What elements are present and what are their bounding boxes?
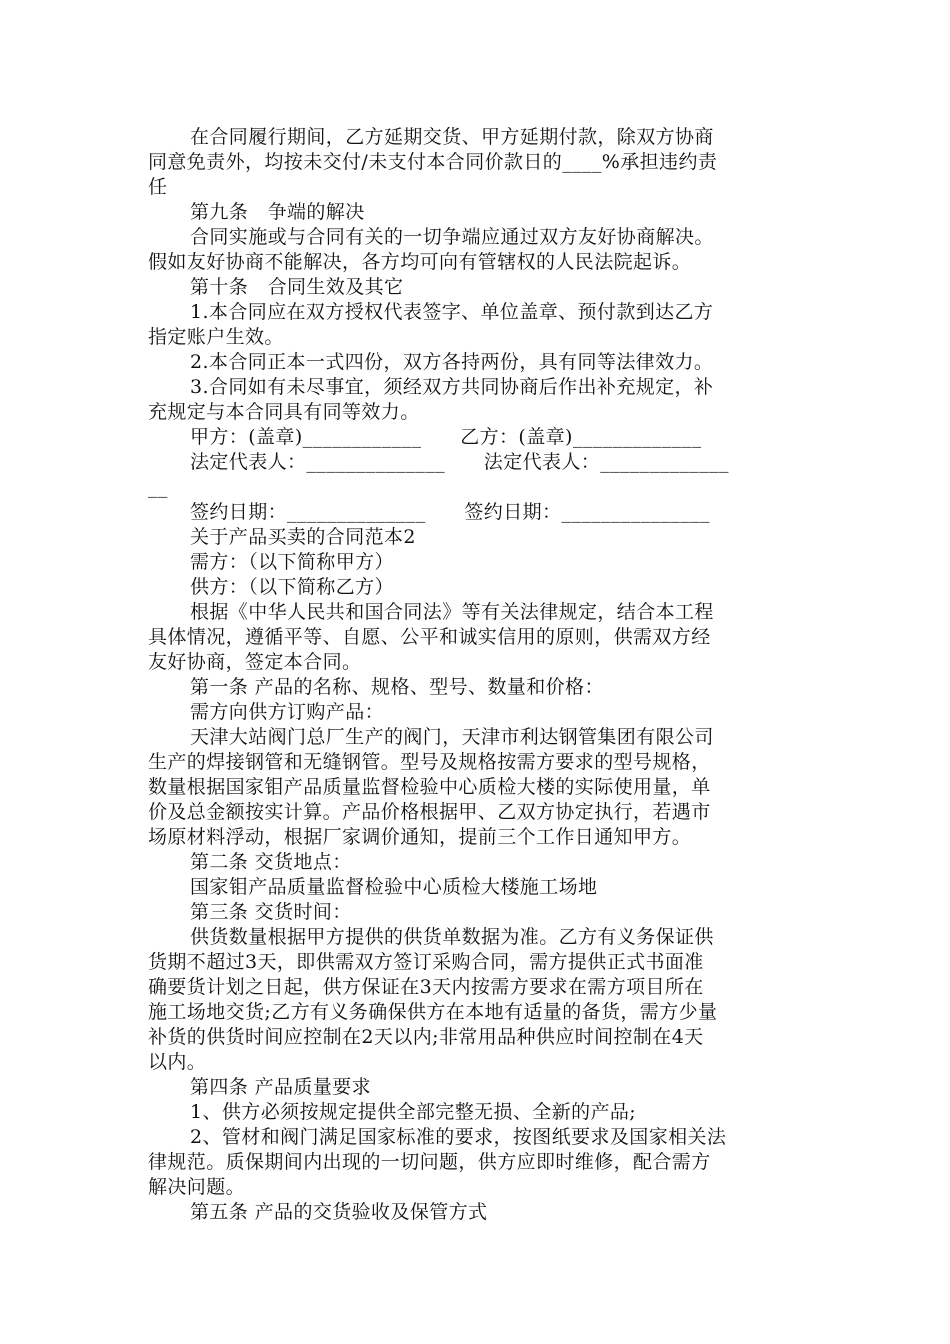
- text-line: 价及总金额按实计算。产品价格根据甲、乙双方协定执行，若遇市: [148, 801, 711, 823]
- section-heading: 关于产品买卖的合同范本2: [190, 526, 416, 548]
- text-line: 供货数量根据甲方提供的供货单数据为准。乙方有义务保证供: [190, 926, 714, 948]
- text-line: 指定账户生效。: [148, 326, 284, 348]
- text-line: 充规定与本合同具有同等效力。: [148, 401, 420, 423]
- section-heading: 第五条 产品的交货验收及保管方式: [190, 1201, 488, 1223]
- text-line: 货期不超过3天，即供需双方签订采购合同，需方提供正式书面准: [148, 951, 704, 973]
- text-line: 1.本合同应在双方授权代表签字、单位盖章、预付款到达乙方: [190, 301, 714, 323]
- signature-line: 法定代表人：______________ 法定代表人：_____________: [190, 451, 729, 473]
- section-heading: 第一条 产品的名称、规格、型号、数量和价格：: [190, 676, 604, 698]
- section-heading: 第三条 交货时间：: [190, 901, 352, 923]
- text-line: 根据《中华人民共和国合同法》等有关法律规定，结合本工程: [190, 601, 714, 623]
- text-line: 合同实施或与合同有关的一切争端应通过双方友好协商解决。: [190, 226, 714, 248]
- text-line: 同意免责外，均按未交付/未支付本合同价款日的____%承担违约责: [148, 151, 718, 173]
- text-line: 供方：（以下简称乙方）: [190, 576, 394, 598]
- text-line: 生产的焊接钢管和无缝钢管。型号及规格按需方要求的型号规格，: [148, 751, 711, 773]
- text-line: 任: [148, 176, 168, 198]
- text-line: 解决问题。: [148, 1176, 246, 1198]
- section-heading: 第九条 争端的解决: [190, 201, 365, 223]
- text-line: 3.合同如有未尽事宜，须经双方共同协商后作出补充规定，补: [190, 376, 714, 398]
- text-line: 天津大站阀门总厂生产的阀门，天津市利达钢管集团有限公司: [190, 726, 714, 748]
- text-line: 律规范。质保期间内出现的一切问题，供方应即时维修，配合需方: [148, 1151, 711, 1173]
- text-line: 假如友好协商不能解决，各方均可向有管辖权的人民法院起诉。: [148, 251, 692, 273]
- text-line: 2.本合同正本一式四份，双方各持两份，具有同等法律效力。: [190, 351, 714, 373]
- text-line: 需方向供方订购产品：: [190, 701, 385, 723]
- signature-line: __: [148, 476, 168, 498]
- section-heading: 第二条 交货地点：: [190, 851, 352, 873]
- text-line: 确要货计划之日起，供方保证在3天内按需方要求在需方项目所在: [148, 976, 704, 998]
- signature-line: 签约日期：______________ 签约日期：_______________: [190, 501, 710, 523]
- text-line: 施工场地交货;乙方有义务确保供方在本地有适量的备货，需方少量: [148, 1001, 718, 1023]
- text-line: 2、管材和阀门满足国家标准的要求，按图纸要求及国家相关法: [190, 1126, 727, 1148]
- text-line: 国家钼产品质量监督检验中心质检大楼施工场地: [190, 876, 598, 898]
- text-line: 场原材料浮动，根据厂家调价通知，提前三个工作日通知甲方。: [148, 826, 692, 848]
- text-line: 补货的供货时间应控制在2天以内;非常用品种供应时间控制在4天: [148, 1026, 704, 1048]
- section-heading: 第四条 产品质量要求: [190, 1076, 372, 1098]
- text-line: 1、供方必须按规定提供全部完整无损、全新的产品;: [190, 1101, 637, 1123]
- text-line: 在合同履行期间，乙方延期交货、甲方延期付款，除双方协商: [190, 126, 714, 148]
- signature-line: 甲方：(盖章)____________ 乙方：(盖章)_____________: [190, 426, 702, 448]
- section-heading: 第十条 合同生效及其它: [190, 276, 404, 298]
- text-line: 数量根据国家钼产品质量监督检验中心质检大楼的实际使用量，单: [148, 776, 711, 798]
- text-line: 友好协商，签定本合同。: [148, 651, 362, 673]
- text-line: 以内。: [148, 1051, 207, 1073]
- text-line: 具体情况，遵循平等、自愿、公平和诚实信用的原则，供需双方经: [148, 626, 711, 648]
- text-line: 需方：（以下简称甲方）: [190, 551, 394, 573]
